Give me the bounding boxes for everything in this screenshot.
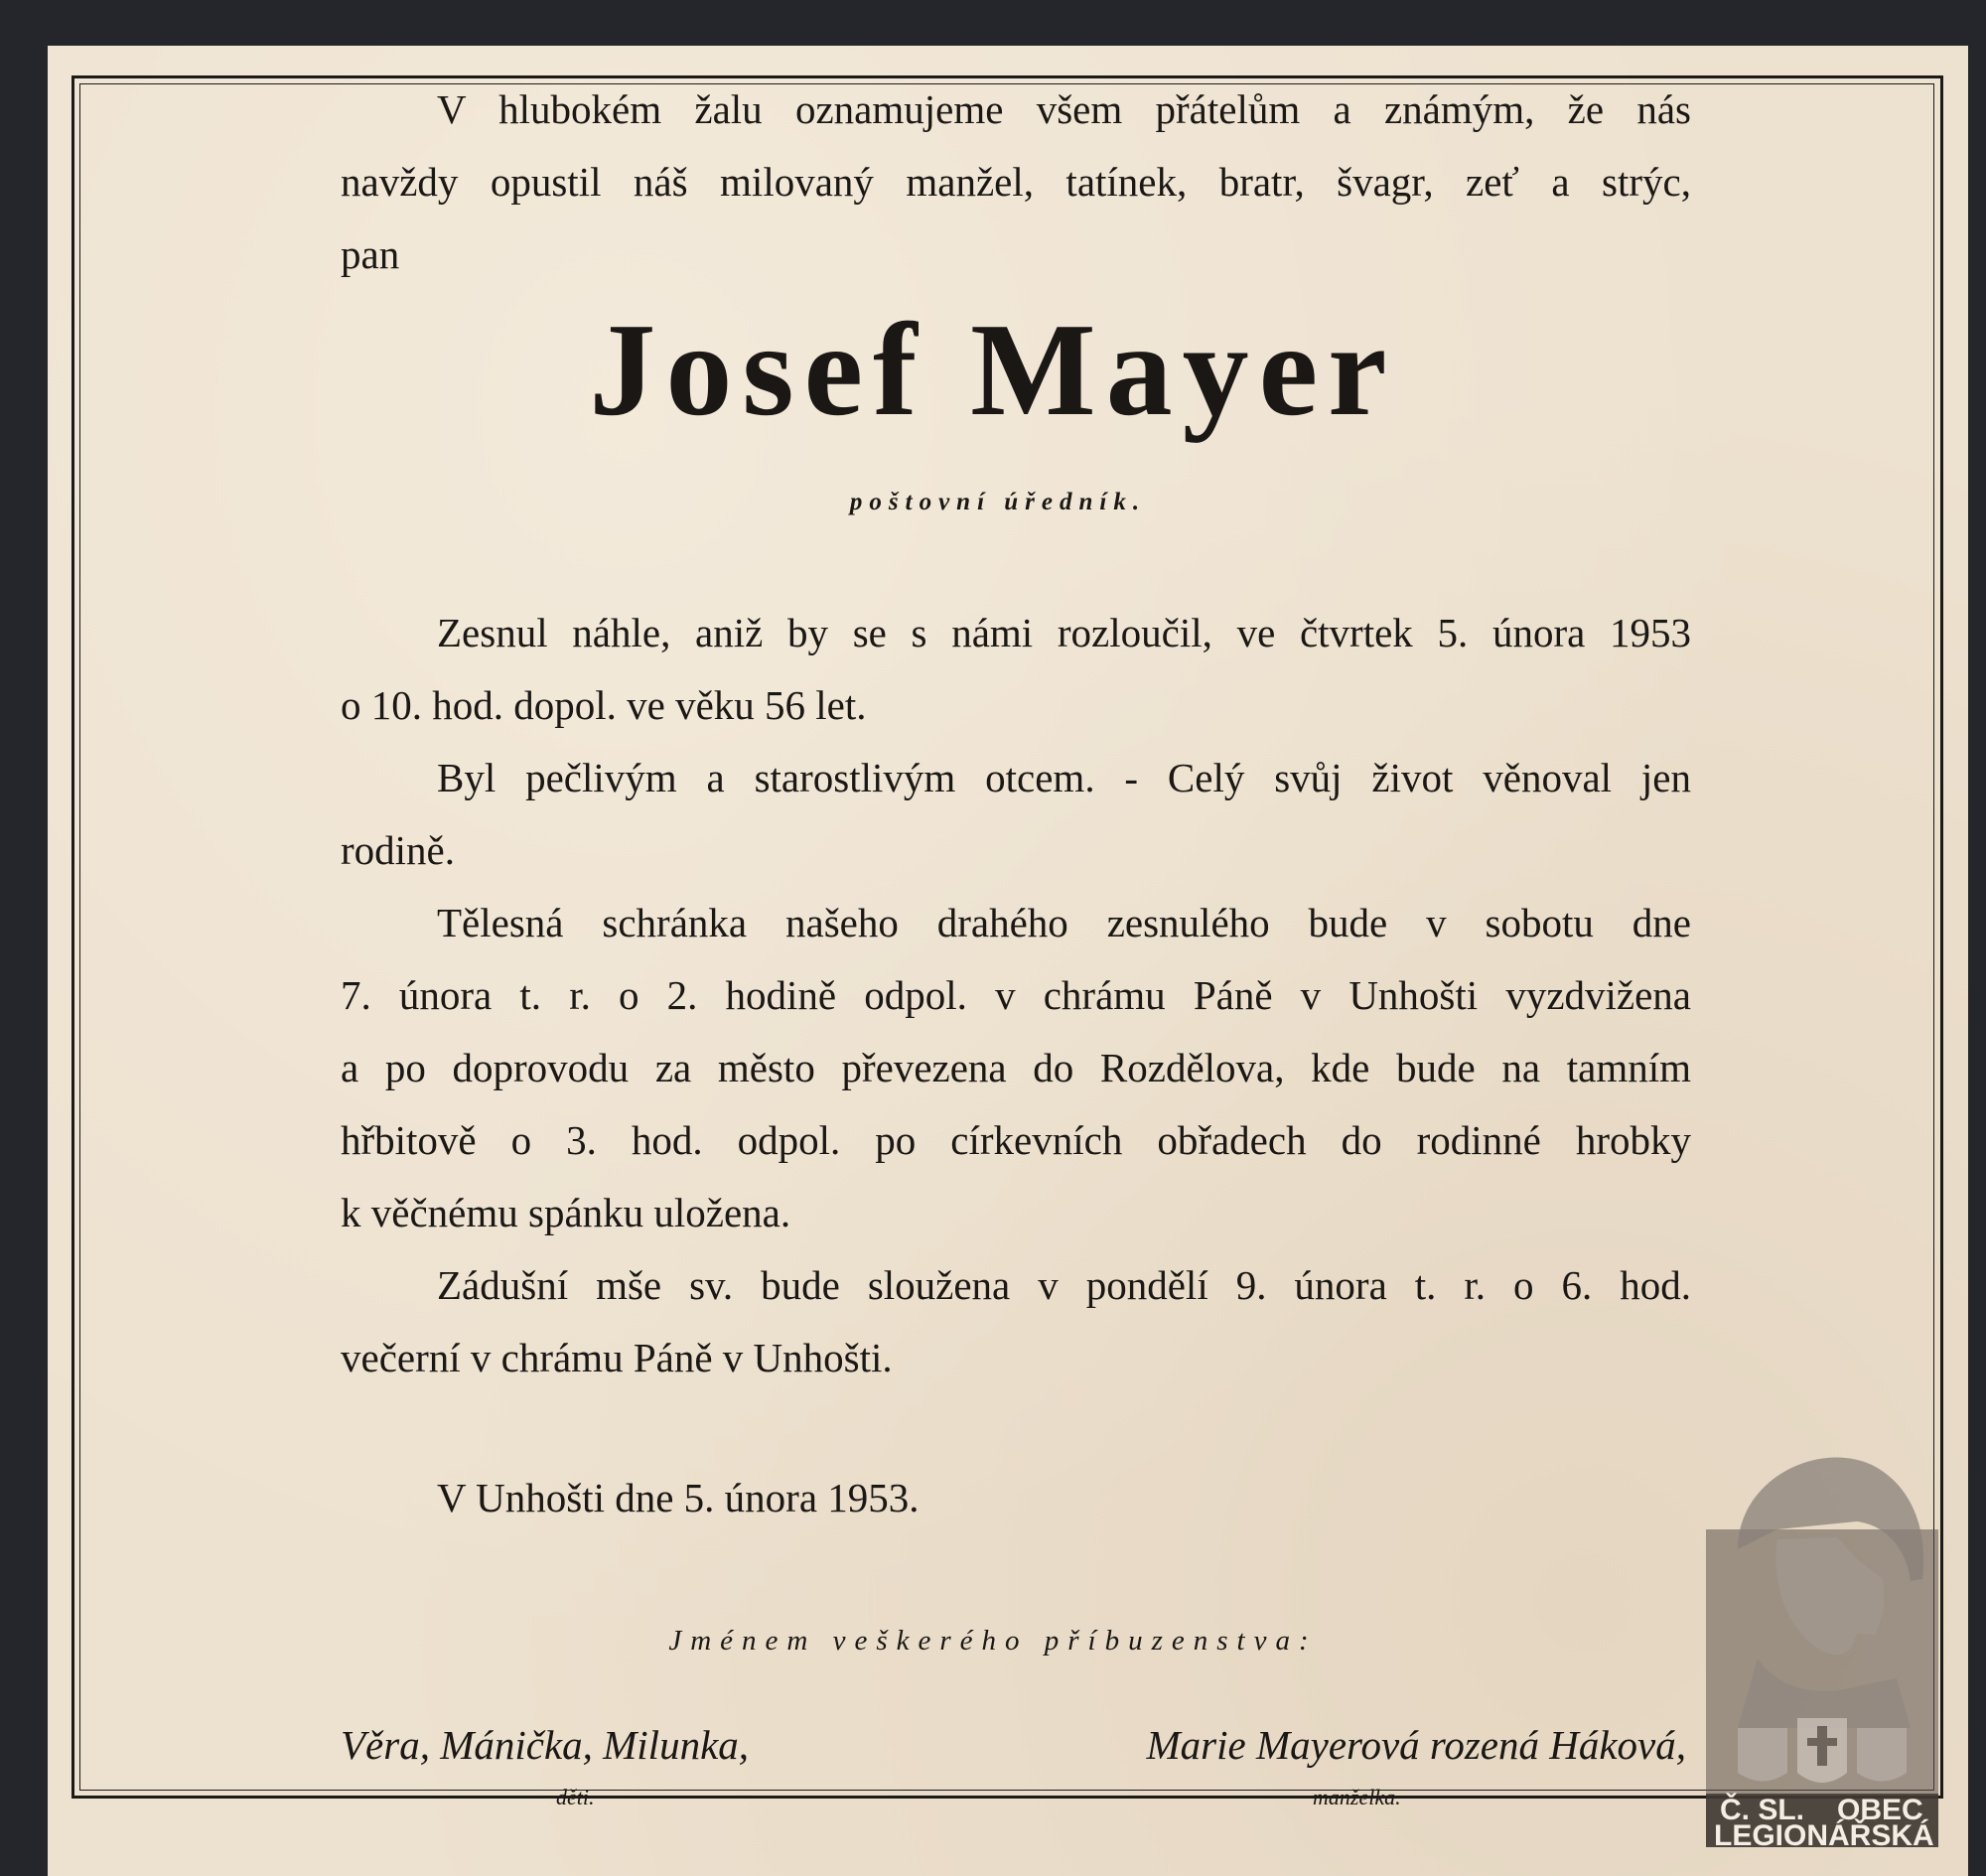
wife-names: Marie Mayerová rozená Háková, bbox=[1146, 1722, 1686, 1768]
body-line-2: o 10. hod. dopol. ve věku 56 let. bbox=[341, 682, 867, 728]
children-role: děti. bbox=[556, 1785, 595, 1809]
body-line-3: Byl pečlivým a starostlivým otcem. - Celý svůj život věnoval jen bbox=[437, 755, 1691, 800]
stamp-text-legionarska: LEGIONÁŘSKÁ bbox=[1714, 1819, 1934, 1847]
children-names: Věra, Mánička, Milunka, bbox=[341, 1722, 750, 1768]
body-line-5: Tělesná schránka našeho drahého zesnulého bude v sobotu dne bbox=[437, 900, 1691, 945]
place-date: V Unhošti dne 5. února 1953. bbox=[437, 1475, 920, 1520]
body-line-4: rodině. bbox=[341, 827, 455, 873]
intro-line-1: V hlubokém žalu oznamujeme všem přátelům a známým, že nás bbox=[437, 86, 1691, 132]
intro-line-3: pan bbox=[341, 231, 400, 277]
legion-stamp-watermark bbox=[1698, 1430, 1946, 1847]
body-line-1: Zesnul náhle, aniž by se s námi rozloučil, ve čtvrtek 5. února 1953 bbox=[437, 610, 1691, 655]
on-behalf-line: Jménem veškerého příbuzenstva: bbox=[668, 1625, 1318, 1657]
body-line-9: k věčnému spánku uložena. bbox=[341, 1190, 791, 1235]
body-line-11: večerní v chrámu Páně v Unhošti. bbox=[341, 1335, 893, 1380]
deceased-name: Josef Mayer bbox=[589, 296, 1397, 443]
stamp-text-csl: Č. SL. bbox=[1720, 1794, 1805, 1826]
wife-role: manželka. bbox=[1313, 1785, 1401, 1809]
intro-line-2: navždy opustil náš milovaný manžel, tatínek, bratr, švagr, zeť a strýc, bbox=[341, 159, 1691, 205]
body-line-10: Zádušní mše sv. bude sloužena v pondělí 9. února t. r. o 6. hod. bbox=[437, 1262, 1691, 1308]
body-line-8: hřbitově o 3. hod. odpol. po církevních obřadech do rodinné hrobky bbox=[341, 1117, 1691, 1163]
body-line-6: 7. února t. r. o 2. hodině odpol. v chrámu Páně v Unhošti vyzdvižena bbox=[341, 972, 1691, 1018]
body-line-7: a po doprovodu za město převezena do Rozdělova, kde bude na tamním bbox=[341, 1045, 1691, 1090]
deceased-profession: poštovní úředník. bbox=[849, 489, 1147, 515]
stamp-text-obec: OBEC bbox=[1837, 1794, 1923, 1826]
